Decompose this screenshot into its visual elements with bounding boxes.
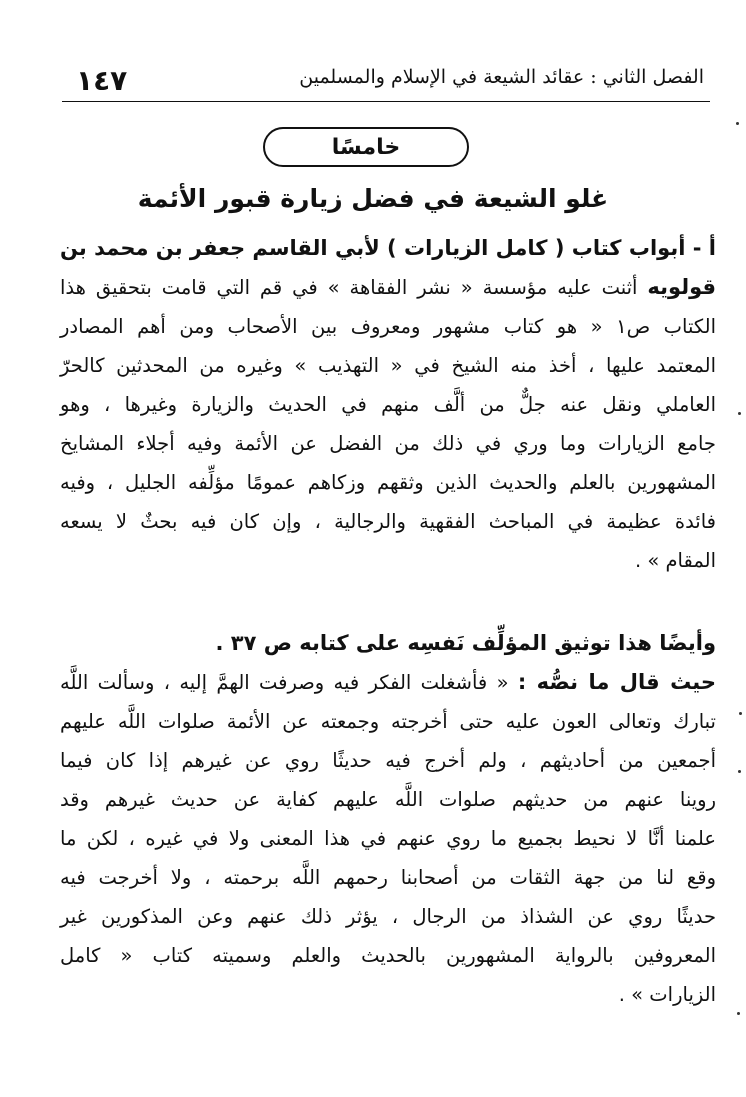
paragraph-2-line-1: وأيضًا هذا توثيق المؤلِّف نَفسِه على كتابه ص ٣٧ . [215,631,716,655]
paragraph-1-line-9: المقام » . [634,549,716,572]
page-header [62,60,710,102]
chapter-heading: غلو الشيعة في فضل زيارة قبور الأئمة [137,184,609,213]
paragraph-3-line-4: روينا عنهم من حديثهم صلوات اللَّه عليهم كفاية عن حديث غيرهم وقد [60,788,716,811]
paragraph-1-line-5: العاملي ونقل عنه جلٌّ من ألَّف منهم في الحديث والزيارة وغيرها ، وهو [60,393,716,416]
paragraph-3-line-3: أجمعين من أحاديثهم ، ولم أخرج فيه حديثًا روي عن غيرهم إذا كان فيما [60,749,716,772]
paragraph-3-line-1-text: « فأشغلت الفكر فيه وصرفت الهمَّ إليه ، وسألت اللَّه [60,671,518,694]
author-name: قولويه [647,275,716,299]
scan-speck [737,1012,740,1015]
paragraph-3-line-5: علمنا أنَّا لا نحيط بجميع ما روي عنهم في هذا المعنى ولا في غيره ، لكن ما [60,827,716,850]
paragraph-1-line-8: فائدة عظيمة في المباحث الفقهية والرجالية ، وإن كان فيه بحثٌ لا يسعه [60,510,716,533]
paragraph-3-line-2: تبارك وتعالى العون عليه حتى أخرجته وجمعته عن الأئمة صلوات اللَّه عليهم [60,710,716,733]
scan-speck [738,412,741,415]
section-label: خامسًا [331,134,401,160]
paragraph-3-line-1 [60,663,716,702]
paragraph-1-line-1: أ - أبواب كتاب ( كامل الزيارات ) لأبي القاسم جعفر بن محمد بن [60,236,716,260]
paragraph-1 [60,229,716,580]
paragraph-1-line-7: المشهورين بالعلم والحديث الذين وثقهم وزكاهم عمومًا مؤلِّفه الجليل ، وفيه [60,471,716,494]
paragraph-1-line-2-text: أثنت عليه مؤسسة « نشر الفقاهة » في قم التي قامت بتحقيق هذا [60,276,648,299]
section-label-box [263,127,469,167]
header-rule [62,101,710,102]
scan-speck [736,122,739,125]
paragraph-3-line-9: الزيارات » . [618,983,716,1006]
paragraph-3-line-7: حديثًا روي عن الشذاذ من الرجال ، يؤثر ذلك عنهم وعن المذكورين غير [60,905,716,928]
paragraph-1-line-6: جامع الزيارات وما وري في ذلك من الفضل عن الأئمة وفيه أجلاء المشايخ [60,432,716,455]
quote-intro: حيث قال ما نصُّه : [517,670,717,694]
scan-speck [738,770,741,773]
page-number: ١٤٧ [76,64,128,97]
scan-speck [739,712,742,715]
paragraph-3-line-6: وقع لنا من جهة الثقات من أصحابنا رحمهم اللَّه برحمته ، ولا أخرجت فيه [60,866,716,889]
paragraph-3-line-8: المعروفين بالرواية المشهورين بالحديث والعلم وسميته كتاب « كامل [60,944,716,967]
paragraph-2 [60,624,716,663]
running-title: الفصل الثاني : عقائد الشيعة في الإسلام والمسلمين [299,66,704,88]
paragraph-1-line-3: الكتاب ص١ « هو كتاب مشهور ومعروف بين الأصحاب ومن أهم المصادر [60,315,716,338]
paragraph-1-line-4: المعتمد عليها ، أخذ منه الشيخ في « التهذيب » وغيره من المحدثين كالحرّ [60,354,716,377]
paragraph-3 [60,663,716,1014]
paragraph-1-line-2 [60,268,716,307]
